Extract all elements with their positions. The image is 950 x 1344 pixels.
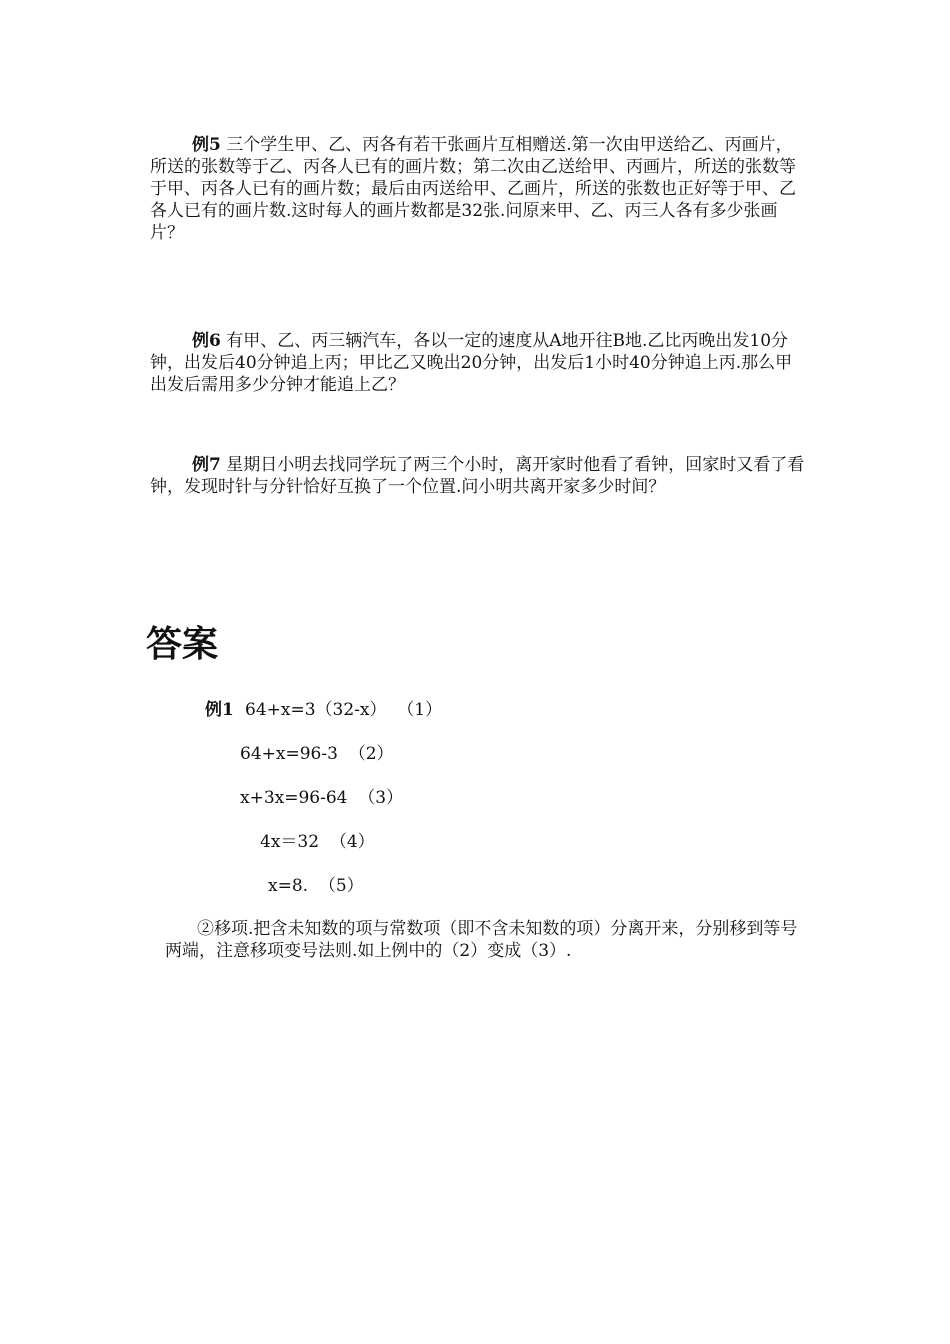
problem-7 [150,454,805,498]
problem-5 [150,134,805,244]
equation-3: x+3x=96-64 （3） [240,788,404,808]
problem-7-label: 例7 [192,455,221,475]
problem-6-text: 有甲、乙、丙三辆汽车，各以一定的速度从A地开往B地.乙比丙晚出发10分钟，出发后40分钟追上丙；甲比乙又晚出20分钟，出发后1小时40分钟追上丙.那么甲出发后需用多少分钟才能追上乙？ [150,331,793,395]
equation-5: x=8. （5） [268,876,364,896]
problem-5-text: 三个学生甲、乙、丙各有若干张画片互相赠送.第一次由甲送给乙、丙画片，所送的张数等于乙、丙各人已有的画片数；第二次由乙送给甲、丙画片，所送的张数等于甲、丙各人已有的画片数；最后由丙送给甲、乙画片，所送的张数也正好等于甲、乙各人已有的画片数.这时每人的画片数都是32张.问原来甲、乙、丙三人各有多少张画片？ [150,135,796,243]
problem-7-text: 星期日小明去找同学玩了两三个小时，离开家时他看了看钟，回家时又看了看钟，发现时针与分针恰好互换了一个位置.问小明共离开家多少时间？ [150,455,805,497]
problem-6 [150,330,805,396]
answer-label: 例1 [205,700,234,720]
answer-heading: 答案 [146,624,219,665]
answer-note: ②移项.把含未知数的项与常数项（即不含未知数的项）分离开来，分别移到等号两端，注意移项变号法则.如上例中的（2）变成（3）. [165,919,798,961]
equation-2: 64+x=96-3 （2） [240,744,394,764]
equation-1: 64+x=3（32-x） （1） [245,700,443,720]
equation-4: 4x＝32 （4） [260,832,375,852]
problem-5-label: 例5 [192,135,221,155]
problem-6-label: 例6 [192,331,221,351]
